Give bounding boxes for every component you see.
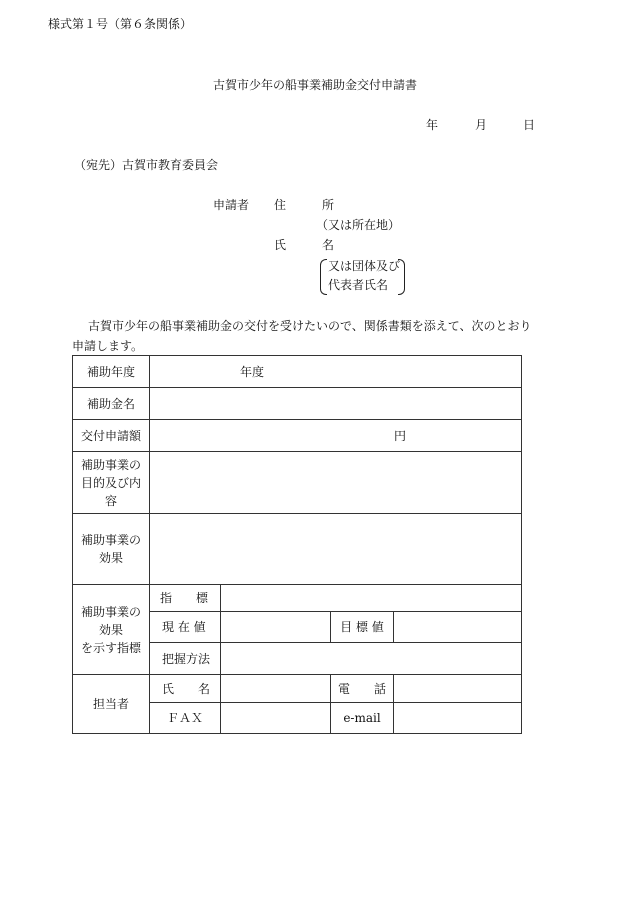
addressee: （宛先）古賀市教育委員会 — [74, 158, 219, 172]
application-table — [72, 355, 522, 734]
purpose-label — [73, 452, 150, 514]
indicator-label-line: 補助事業の — [80, 604, 141, 619]
indicator-label — [73, 585, 150, 675]
index-label: 指 標 — [150, 585, 221, 612]
method-label: 把握方法 — [150, 643, 221, 675]
email-field[interactable] — [394, 703, 522, 734]
intro-line-2: 申請します。 — [72, 339, 144, 353]
bracket-left — [320, 259, 327, 295]
fax-label: ＦＡＸ — [150, 703, 221, 734]
amount-unit: 円 — [394, 428, 407, 443]
form-number: 様式第１号（第６条関係） — [48, 17, 193, 31]
phone-field[interactable] — [394, 675, 522, 703]
target-value-label: 目 標 値 — [331, 612, 394, 643]
index-field[interactable] — [221, 585, 522, 612]
email-label: e-mail — [331, 703, 394, 734]
name-label-1: 氏 — [274, 238, 287, 252]
purpose-label-line: 目的及び内 — [80, 475, 141, 490]
grant-name-label: 補助金名 — [73, 388, 150, 420]
address-label-1: 住 — [274, 198, 287, 212]
target-value-field[interactable] — [394, 612, 522, 643]
intro-line-1: 古賀市少年の船事業補助金の交付を受けたいので、関係書類を添えて、次のとおり — [88, 319, 532, 333]
year-label: 補助年度 — [73, 356, 150, 388]
table-row — [73, 514, 522, 585]
table-row — [73, 675, 522, 703]
org-line-1: 又は団体及び — [328, 259, 401, 273]
table-row — [73, 420, 522, 452]
address-note: （又は所在地） — [316, 218, 401, 232]
org-line-2: 代表者氏名 — [328, 278, 389, 292]
effect-label — [73, 514, 150, 585]
applicant-label: 申請者 — [213, 198, 250, 212]
effect-label-line: 補助事業の — [80, 533, 141, 547]
table-row — [73, 388, 522, 420]
contact-label: 担当者 — [73, 675, 150, 734]
grant-name-field[interactable] — [150, 388, 522, 420]
table-row — [73, 585, 522, 612]
name-label-2: 名 — [322, 238, 335, 252]
indicator-label-line: 効果 — [98, 622, 123, 637]
contact-name-field[interactable] — [221, 675, 331, 703]
purpose-label-line: 容 — [104, 493, 117, 508]
method-field[interactable] — [221, 643, 522, 675]
date-year: 年 — [426, 118, 439, 132]
address-label-2: 所 — [322, 198, 335, 212]
purpose-field[interactable] — [150, 452, 522, 514]
phone-label: 電 話 — [331, 675, 394, 703]
date-day: 日 — [523, 118, 536, 132]
effect-label-line: 効果 — [98, 551, 123, 565]
current-value-label: 現 在 値 — [150, 612, 221, 643]
contact-name-label: 氏 名 — [150, 675, 221, 703]
indicator-label-line: を示す指標 — [80, 640, 141, 655]
current-value-field[interactable] — [221, 612, 331, 643]
effect-field[interactable] — [150, 514, 522, 585]
fax-field[interactable] — [221, 703, 331, 734]
date-month: 月 — [475, 118, 488, 132]
purpose-label-line: 補助事業の — [80, 457, 141, 472]
amount-label: 交付申請額 — [73, 420, 150, 452]
table-row — [73, 356, 522, 388]
amount-field[interactable] — [150, 420, 522, 452]
year-field[interactable] — [150, 356, 522, 388]
year-suffix: 年度 — [240, 364, 265, 379]
document-title: 古賀市少年の船事業補助金交付申請書 — [213, 78, 418, 92]
table-row — [73, 452, 522, 514]
